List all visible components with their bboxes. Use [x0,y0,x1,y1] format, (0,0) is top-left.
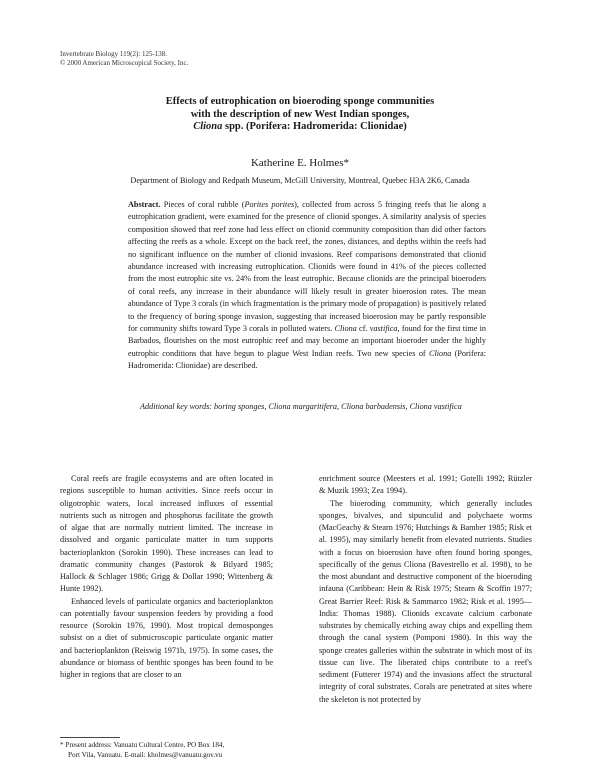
journal-header [60,50,360,68]
author-affiliation: Department of Biology and Redpath Museum, McGill University, Montreal, Quebec H3A 2K6, Canada [130,176,470,185]
body-paragraph-continued: enrichment source (Meesters et al. 1991; Gotelli 1992; Rützler & Muzik 1993; Zea 1994). [319,474,532,496]
abstract-species-3: vastifica [369,324,398,334]
copyright-notice: © 2000 American Microscopical Society, Inc. [60,59,189,67]
abstract-species-4: Cliona [429,348,452,358]
abstract-species-1: Porites porites [244,200,295,209]
footnote-line-2: Port Vila, Vanuatu. E-mail: kholmes@vanuatu.gov.vu [68,751,223,759]
body-paragraph: Enhanced levels of particulate organics and bacterioplankton can potentially favour suspension feeders by providing a food resource (Sorokin 1976, 1990). Most tropical demosponges subsist on a diet of submicroscopic particulate organic matter and bacterioplankton (Reiswig 1971b, 1975). In some cases, the abundance or biomass of benthic sponges has been found to be higher in regions that are closer to an [60,596,273,679]
author-footnote [60,740,275,760]
additional-keywords: Additional key words: boring sponges, Cliona margaritifera, Cliona barbadensis, Cliona vastifica [140,402,462,411]
article-title [60,96,540,134]
title-line-1: Effects of eutrophication on bioeroding sponge communities [165,96,435,107]
title-taxonomy: spp. (Porifera: Hadromerida: Clionidae) [222,121,407,132]
footnote-line-1: * Present address: Vanuatu Cultural Centre, PO Box 184, [60,741,225,749]
journal-citation: Invertebrate Biology 119(2): 125-138. [60,50,168,58]
body-column-right [319,473,532,706]
abstract-species-2: Cliona [334,324,357,334]
abstract [128,199,486,373]
title-genus: Cliona [193,121,223,132]
title-line-2: with the description of new West Indian sponges, [190,108,410,120]
abstract-text-2: ), collected from across 5 fringing reefs that lie along a eutrophication gradient, were examined for the presence of clionid sponges. A similarity analysis of species composition showed that reef zone had less effect on clionid community composition than did other factors affecting the reefs as a whole. Except on the back reef, the zones, distances, and depths within the reefs had no significant influence on the number of clionid invasions. Reef comparisons demonstrated that clionid abundance increased with increasing eutrophication. Clionids were found in 41% of the pieces collected from the most eutrophic site vs. 24% from the least eutrophic. Because clionids are the principal bioeroders of coral reefs, any increase in their abundance will likely result in greater bioerosion rates. The mean abundance of Type 3 corals (in which fragmentation is the primary mode of propagation) is positively related to the frequency of boring sponge invasion, suggesting that increased bioerosion may be partly responsible for community shifts toward Type 3 corals in polluted waters. [128,200,486,334]
body-paragraph: Coral reefs are fragile ecosystems and are often located in regions susceptible to human activities. Since reefs occur in oligotrophic waters, local increased influxes of essential nutrients such as nitrogen and phosphorus facilitate the growth of algae that are normally nutrient limited. The increase in dissolved and organic particulate matter in turn supports bacterioplankton (Sorokin 1990). These increases can lead to dramatic community changes (Pastorok & Bilyard 1985; Hallock & Schlager 1986; Grigg & Dollar 1990; Wittenberg & Hunte 1992). [60,474,273,594]
abstract-text-5: (Porifera: Hadromerida: Clionidae) are described. [128,348,487,371]
body-column-left [60,473,273,681]
abstract-text-3: cf. [356,324,370,334]
body-paragraph: The bioeroding community, which generally includes sponges, bivalves, and sipunculid and polychaete worms (MacGeachy & Stearn 1976; Hutchings & Bamber 1985; Risk et al. 1995), may similarly benefit from elevated nutrients. Studies with a focus on bioerosion have often found boring sponges, specifically of the genus Cliona (Bavestrello et al. 1998), to be the most abundant and destructive component of the bioeroding infauna (Caribbean: Hein & Risk 1975; Stearn & Scoffin 1977; Great Barrier Reef: Risk & Sammarco 1982; Risk et al. 1995—India: Thomas 1988). Clionids excavate calcium carbonate substrates by chemically etching away chips and expelling them through the canal system (Pomponi 1980). In this way the sponge creates galleries within the substrate in which most of its tissue can live. The liberated chips contribute to a reef's sediment (Futterer 1974) and the invasions affect the structural integrity of coral substrates. Corals are penetrated at sites where the skeleton is not protected by [319,498,532,704]
abstract-label: Abstract. [128,200,161,209]
footnote-divider [60,737,120,738]
author-name: Katherine E. Holmes* [250,157,350,169]
abstract-text-1: Pieces of coral rubble ( [160,200,245,209]
title-line-3 [60,121,540,134]
abstract-text-4: , found for the first time in Barbados, flourishes on the most eutrophic reef and may become an important bioeroder under the highly eutrophic conditions that have begun to plague West Indian reefs. Two new species of [128,324,486,358]
